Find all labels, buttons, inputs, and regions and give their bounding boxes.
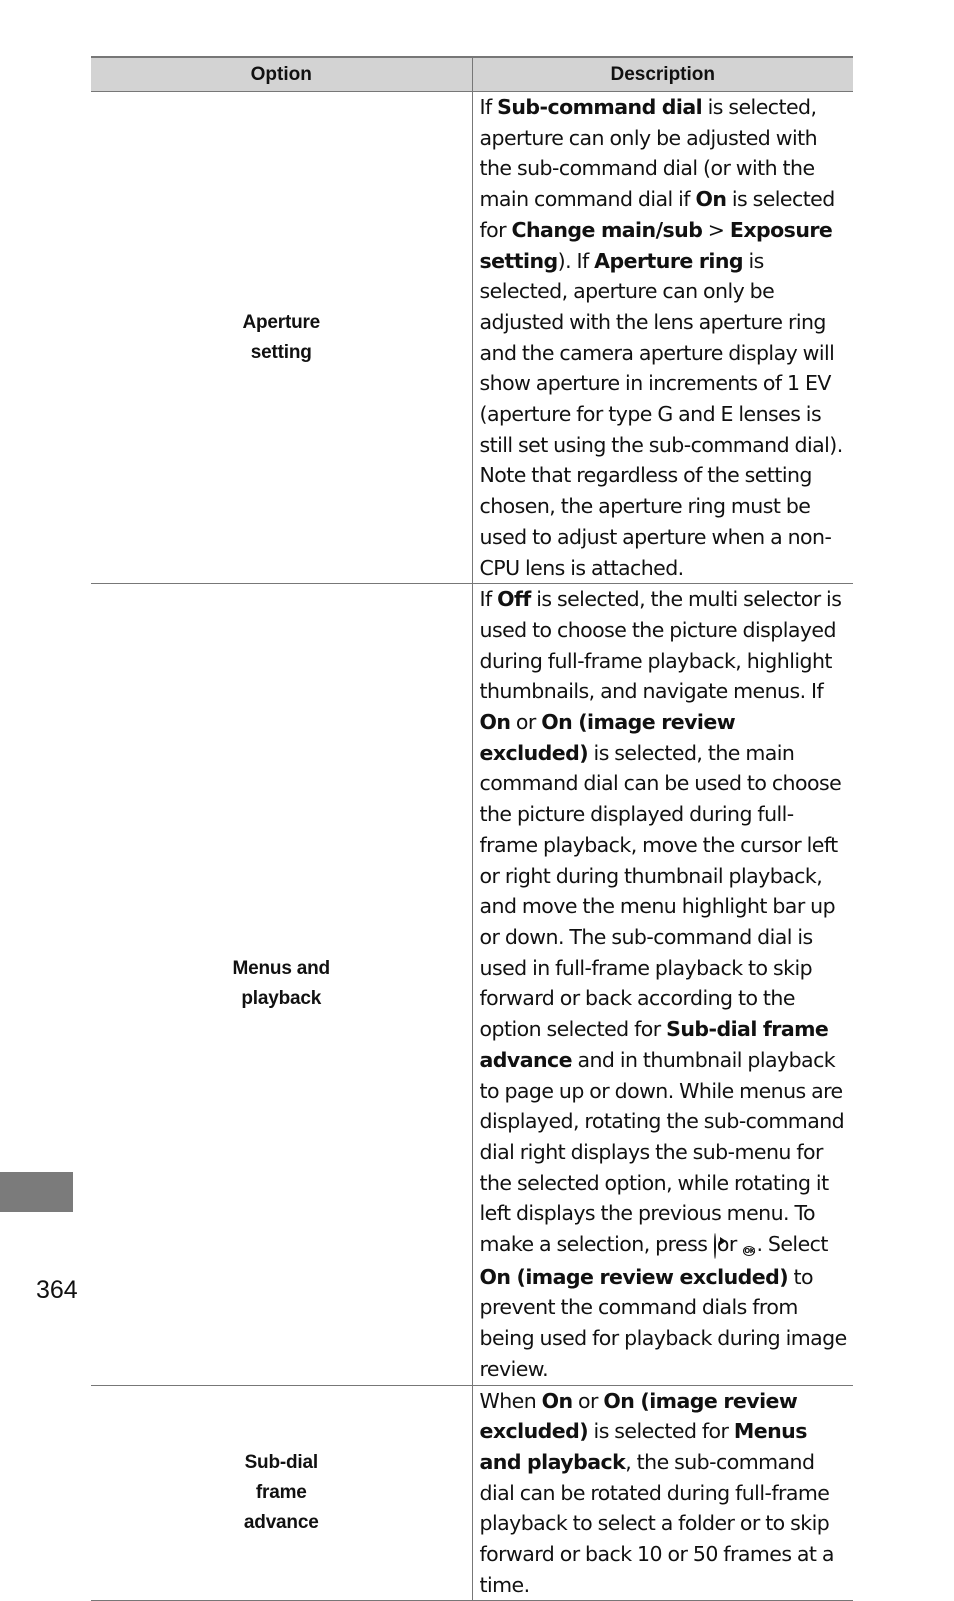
description-text: . Select bbox=[756, 1232, 828, 1257]
page-number: 364 bbox=[36, 1276, 78, 1304]
option-label-line: advance bbox=[243, 1511, 319, 1533]
column-header-description: Description bbox=[472, 57, 853, 92]
description-text: and in thumbnail playback to page up or down. While menus are displayed, rotating the sub-command dial right displays the sub-menu for the selected option, while rotating it left displays the previous menu. To make a selection, press bbox=[479, 1047, 845, 1257]
option-label-line: setting bbox=[250, 341, 312, 363]
option-label-line: Sub-dial bbox=[244, 1451, 318, 1473]
multi-selector-right-icon bbox=[714, 1233, 716, 1259]
description-cell bbox=[472, 584, 853, 1385]
option-label-line: frame bbox=[255, 1481, 307, 1503]
bold-term: On (image review excluded) bbox=[479, 710, 736, 765]
column-header-option: Option bbox=[91, 57, 472, 92]
table-row bbox=[91, 584, 853, 1385]
description-text: or bbox=[510, 710, 542, 735]
bold-term: On bbox=[541, 1388, 573, 1413]
bold-term: On bbox=[479, 710, 511, 735]
description-text: is selected for bbox=[479, 187, 835, 242]
bold-term: Menus and playback bbox=[479, 1419, 807, 1474]
description-text: When bbox=[479, 1388, 542, 1413]
option-label-line: Aperture bbox=[242, 311, 321, 333]
description-text: is selected for bbox=[588, 1419, 734, 1444]
bold-term: Exposure setting bbox=[479, 217, 833, 273]
table-row bbox=[91, 92, 853, 584]
bold-term: Sub-command dial bbox=[497, 95, 703, 119]
table-row bbox=[91, 1385, 853, 1601]
description-text: If bbox=[479, 587, 498, 612]
table-header-row bbox=[91, 57, 853, 92]
description-text: or bbox=[716, 1232, 743, 1257]
description-text: to prevent the command dials from being used for playback during image review. bbox=[479, 1264, 847, 1381]
description-text: is selected, the main command dial can be used to choose the picture displayed during full-frame playback, move the cursor left or right during thumbnail playback, and move the menu highlight bar up or down. The sub-command dial is used in full-frame playback to skip forward or back according to the option selected for bbox=[479, 740, 842, 1042]
description-text: or bbox=[572, 1388, 604, 1413]
description-text: is selected, the multi selector is used to choose the picture displayed during full-frame playback, highlight thumbnails, and navigate menus. If bbox=[479, 587, 842, 704]
description-text: > bbox=[702, 217, 730, 242]
section-tab-marker bbox=[0, 1172, 73, 1212]
option-cell bbox=[91, 1385, 472, 1601]
options-table bbox=[91, 56, 853, 1601]
bold-term: On bbox=[695, 187, 727, 212]
option-cell bbox=[91, 92, 472, 584]
description-text: If bbox=[479, 95, 498, 119]
bold-term: Off bbox=[497, 587, 531, 612]
description-cell bbox=[472, 92, 853, 584]
description-cell bbox=[472, 1385, 853, 1601]
description-text: is selected, aperture can only be adjusted with the lens aperture ring and the camera aperture display will show aperture in increments of 1 EV (aperture for type G and E lenses is still set using the sub-command dial). Note that regardless of the setting chosen, the aperture ring must be used to adjust aperture when a non-CPU lens is attached. bbox=[479, 248, 843, 580]
ok-button-icon: OK bbox=[744, 1247, 755, 1256]
description-text: ). If bbox=[557, 248, 595, 273]
bold-term: Aperture ring bbox=[594, 248, 744, 273]
bold-term: Sub-dial frame advance bbox=[479, 1017, 829, 1072]
option-cell bbox=[91, 584, 472, 1385]
bold-term: Change main/sub bbox=[511, 217, 703, 242]
option-label-line: Menus and bbox=[232, 958, 330, 980]
description-text: is selected, aperture can only be adjusted with the sub-command dial (or with the main command dial if bbox=[479, 95, 818, 212]
description-text: , the sub-command dial can be rotated during full-frame playback to select a folder or to skip forward or back 10 or 50 frames at a time. bbox=[479, 1449, 834, 1597]
bold-term: On (image review excluded) bbox=[479, 1388, 798, 1444]
option-label-line: playback bbox=[241, 988, 322, 1010]
bold-term: On (image review excluded) bbox=[479, 1264, 789, 1289]
